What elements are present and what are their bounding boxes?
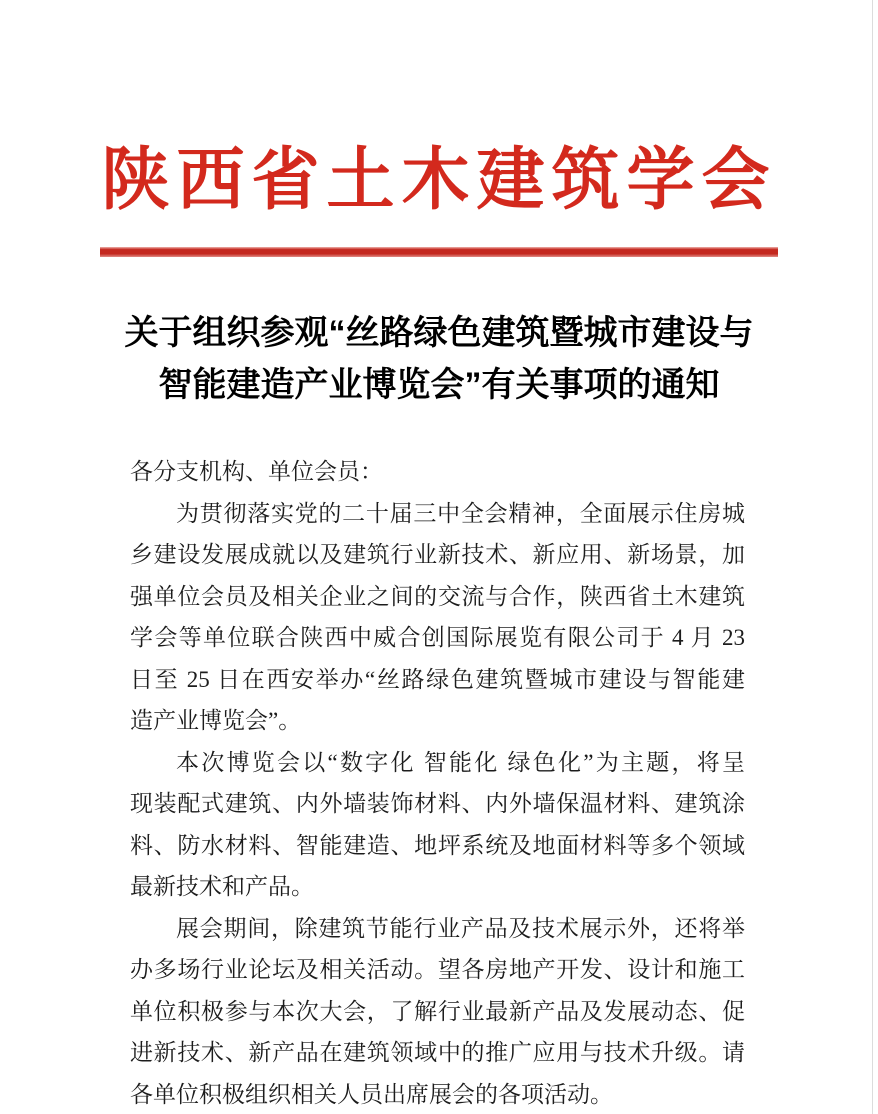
salutation: 各分支机构、单位会员： xyxy=(130,459,383,484)
body-line: 学会等单位联合陕西中威合创国际展览有限公司于 4 月 23 xyxy=(130,625,745,650)
letterhead-org-name: 陕西省土木建筑学会 xyxy=(101,140,777,220)
body-line: 展会期间，除建筑节能行业产品及技术展示外，还将举 xyxy=(176,915,745,941)
page-edge-line xyxy=(872,0,873,1114)
body-line: 单位积极参与本次大会，了解行业最新产品及发展动态、促 xyxy=(130,998,745,1024)
body-line: 料、防水材料、智能建造、地坪系统及地面材料等多个领域 xyxy=(130,832,745,858)
body-line: 造产业博览会”。 xyxy=(130,708,302,733)
body-line: 办多场行业论坛及相关活动。望各房地产开发、设计和施工 xyxy=(130,957,745,982)
body-line: 各单位积极组织相关人员出席展会的各项活动。 xyxy=(130,1081,613,1107)
document-title xyxy=(0,307,878,411)
paragraph-1 xyxy=(130,493,745,742)
body-line: 乡建设发展成就以及建筑行业新技术、新应用、新场景，加 xyxy=(130,542,745,567)
letterhead-rule xyxy=(100,247,778,257)
document-body xyxy=(130,451,745,1114)
paragraph-3 xyxy=(130,908,745,1114)
body-line: 日至 25 日在西安举办“丝路绿色建筑暨城市建设与智能建 xyxy=(130,666,745,692)
body-line: 进新技术、新产品在建筑领域中的推广应用与技术升级。请 xyxy=(130,1040,745,1065)
body-line: 最新技术和产品。 xyxy=(130,874,314,899)
document-title-line1: 关于组织参观“丝路绿色建筑暨城市建设与 xyxy=(124,314,754,352)
body-line: 现装配式建筑、内外墙装饰材料、内外墙保温材料、建筑涂 xyxy=(130,791,745,816)
body-line: 本次博览会以“数字化 智能化 绿色化”为主题，将呈 xyxy=(176,749,745,775)
body-line: 为贯彻落实党的二十届三中全会精神，全面展示住房城 xyxy=(176,500,745,526)
paragraph-2 xyxy=(130,742,745,908)
document-title-line2: 智能建造产业博览会”有关事项的通知 xyxy=(158,366,720,404)
body-line: 强单位会员及相关企业之间的交流与合作，陕西省土木建筑 xyxy=(130,583,745,609)
